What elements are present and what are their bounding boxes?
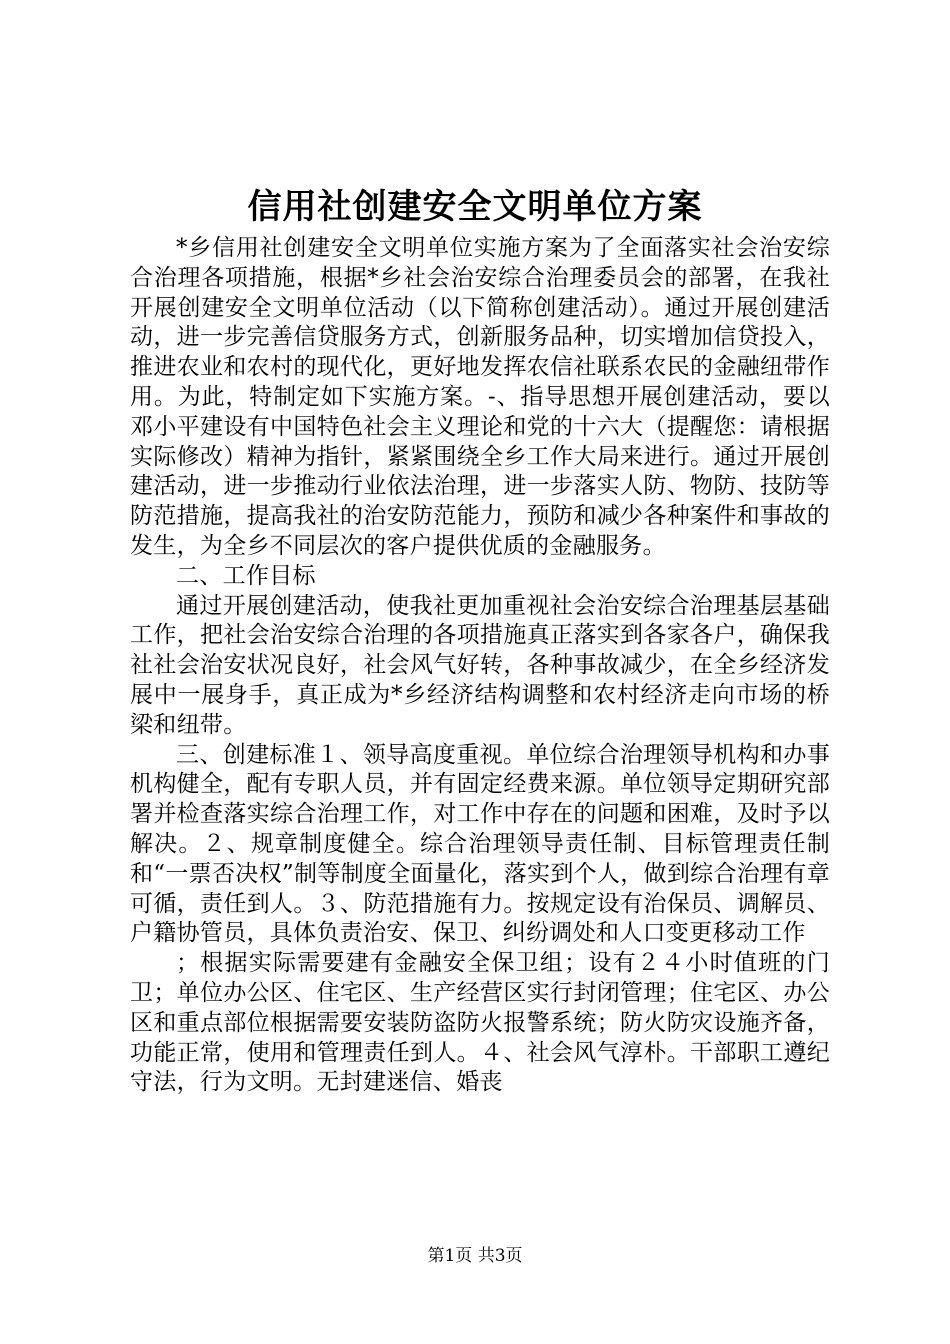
paragraph-standards-continued: ；根据实际需要建有金融安全保卫组；设有２４小时值班的门卫；单位办公区、住宅区、生产经营区实行封闭管理；住宅区、办公区和重点部位根据需要安装防盗防火报警系统；防火防灾设施齐备，功能正常，使用和管理责任到人。４、社会风气淳朴。干部职工遵纪守法，行为文明。无封建迷信、婚丧: [130, 950, 830, 1096]
page-number-footer: 第1页 共3页: [427, 1246, 523, 1266]
document-title: 信用社创建安全文明单位方案: [247, 187, 703, 227]
section-heading-work-goals: 二、工作目标: [176, 562, 316, 589]
paragraph-intro: *乡信用社创建安全文明单位实施方案为了全面落实社会治安综合治理各项措施，根据*乡社会治安综合治理委员会的部署，在我社开展创建安全文明单位活动（以下简称创建活动）。通过开展创建活动，进一步完善信贷服务方式，创新服务品种，切实增加信贷投入，推进农业和农村的现代化，更好地发挥农信社联系农民的金融纽带作用。为此，特制定如下实施方案。-、指导思想开展创建活动，要以邓小平建设有中国特色社会主义理论和党的十六大（提醒您：请根据实际修改）精神为指针，紧紧围绕全乡工作大局来进行。通过开展创建活动，进一步推动行业依法治理，进一步落实人防、物防、技防等防范措施，提高我社的治安防范能力，预防和减少各种案件和事故的发生，为全乡不同层次的客户提供优质的金融服务。: [130, 235, 830, 559]
document-body: [130, 234, 830, 1098]
paragraph-standards: 三、创建标准１、领导高度重视。单位综合治理领导机构和办事机构健全，配有专职人员，并有固定经费来源。单位领导定期研究部署并检查落实综合治理工作，对工作中存在的问题和困难，及时予以解决。２、规章制度健全。综合治理领导责任制、目标管理责任制和“一票否决权”制等制度全面量化，落实到个人，做到综合治理有章可循，责任到人。３、防范措施有力。按规定设有治保员、调解员、户籍协管员，具体负责治安、保卫、纠纷调处和人口变更移动工作: [130, 741, 830, 947]
paragraph-work-goals: 通过开展创建活动，使我社更加重视社会治安综合治理基层基础工作，把社会治安综合治理的各项措施真正落实到各家各户，确保我社社会治安状况良好，社会风气好转，各种事故减少，在全乡经济发展中一展身手，真正成为*乡经济结构调整和农村经济走向市场的桥梁和纽带。: [130, 592, 830, 738]
